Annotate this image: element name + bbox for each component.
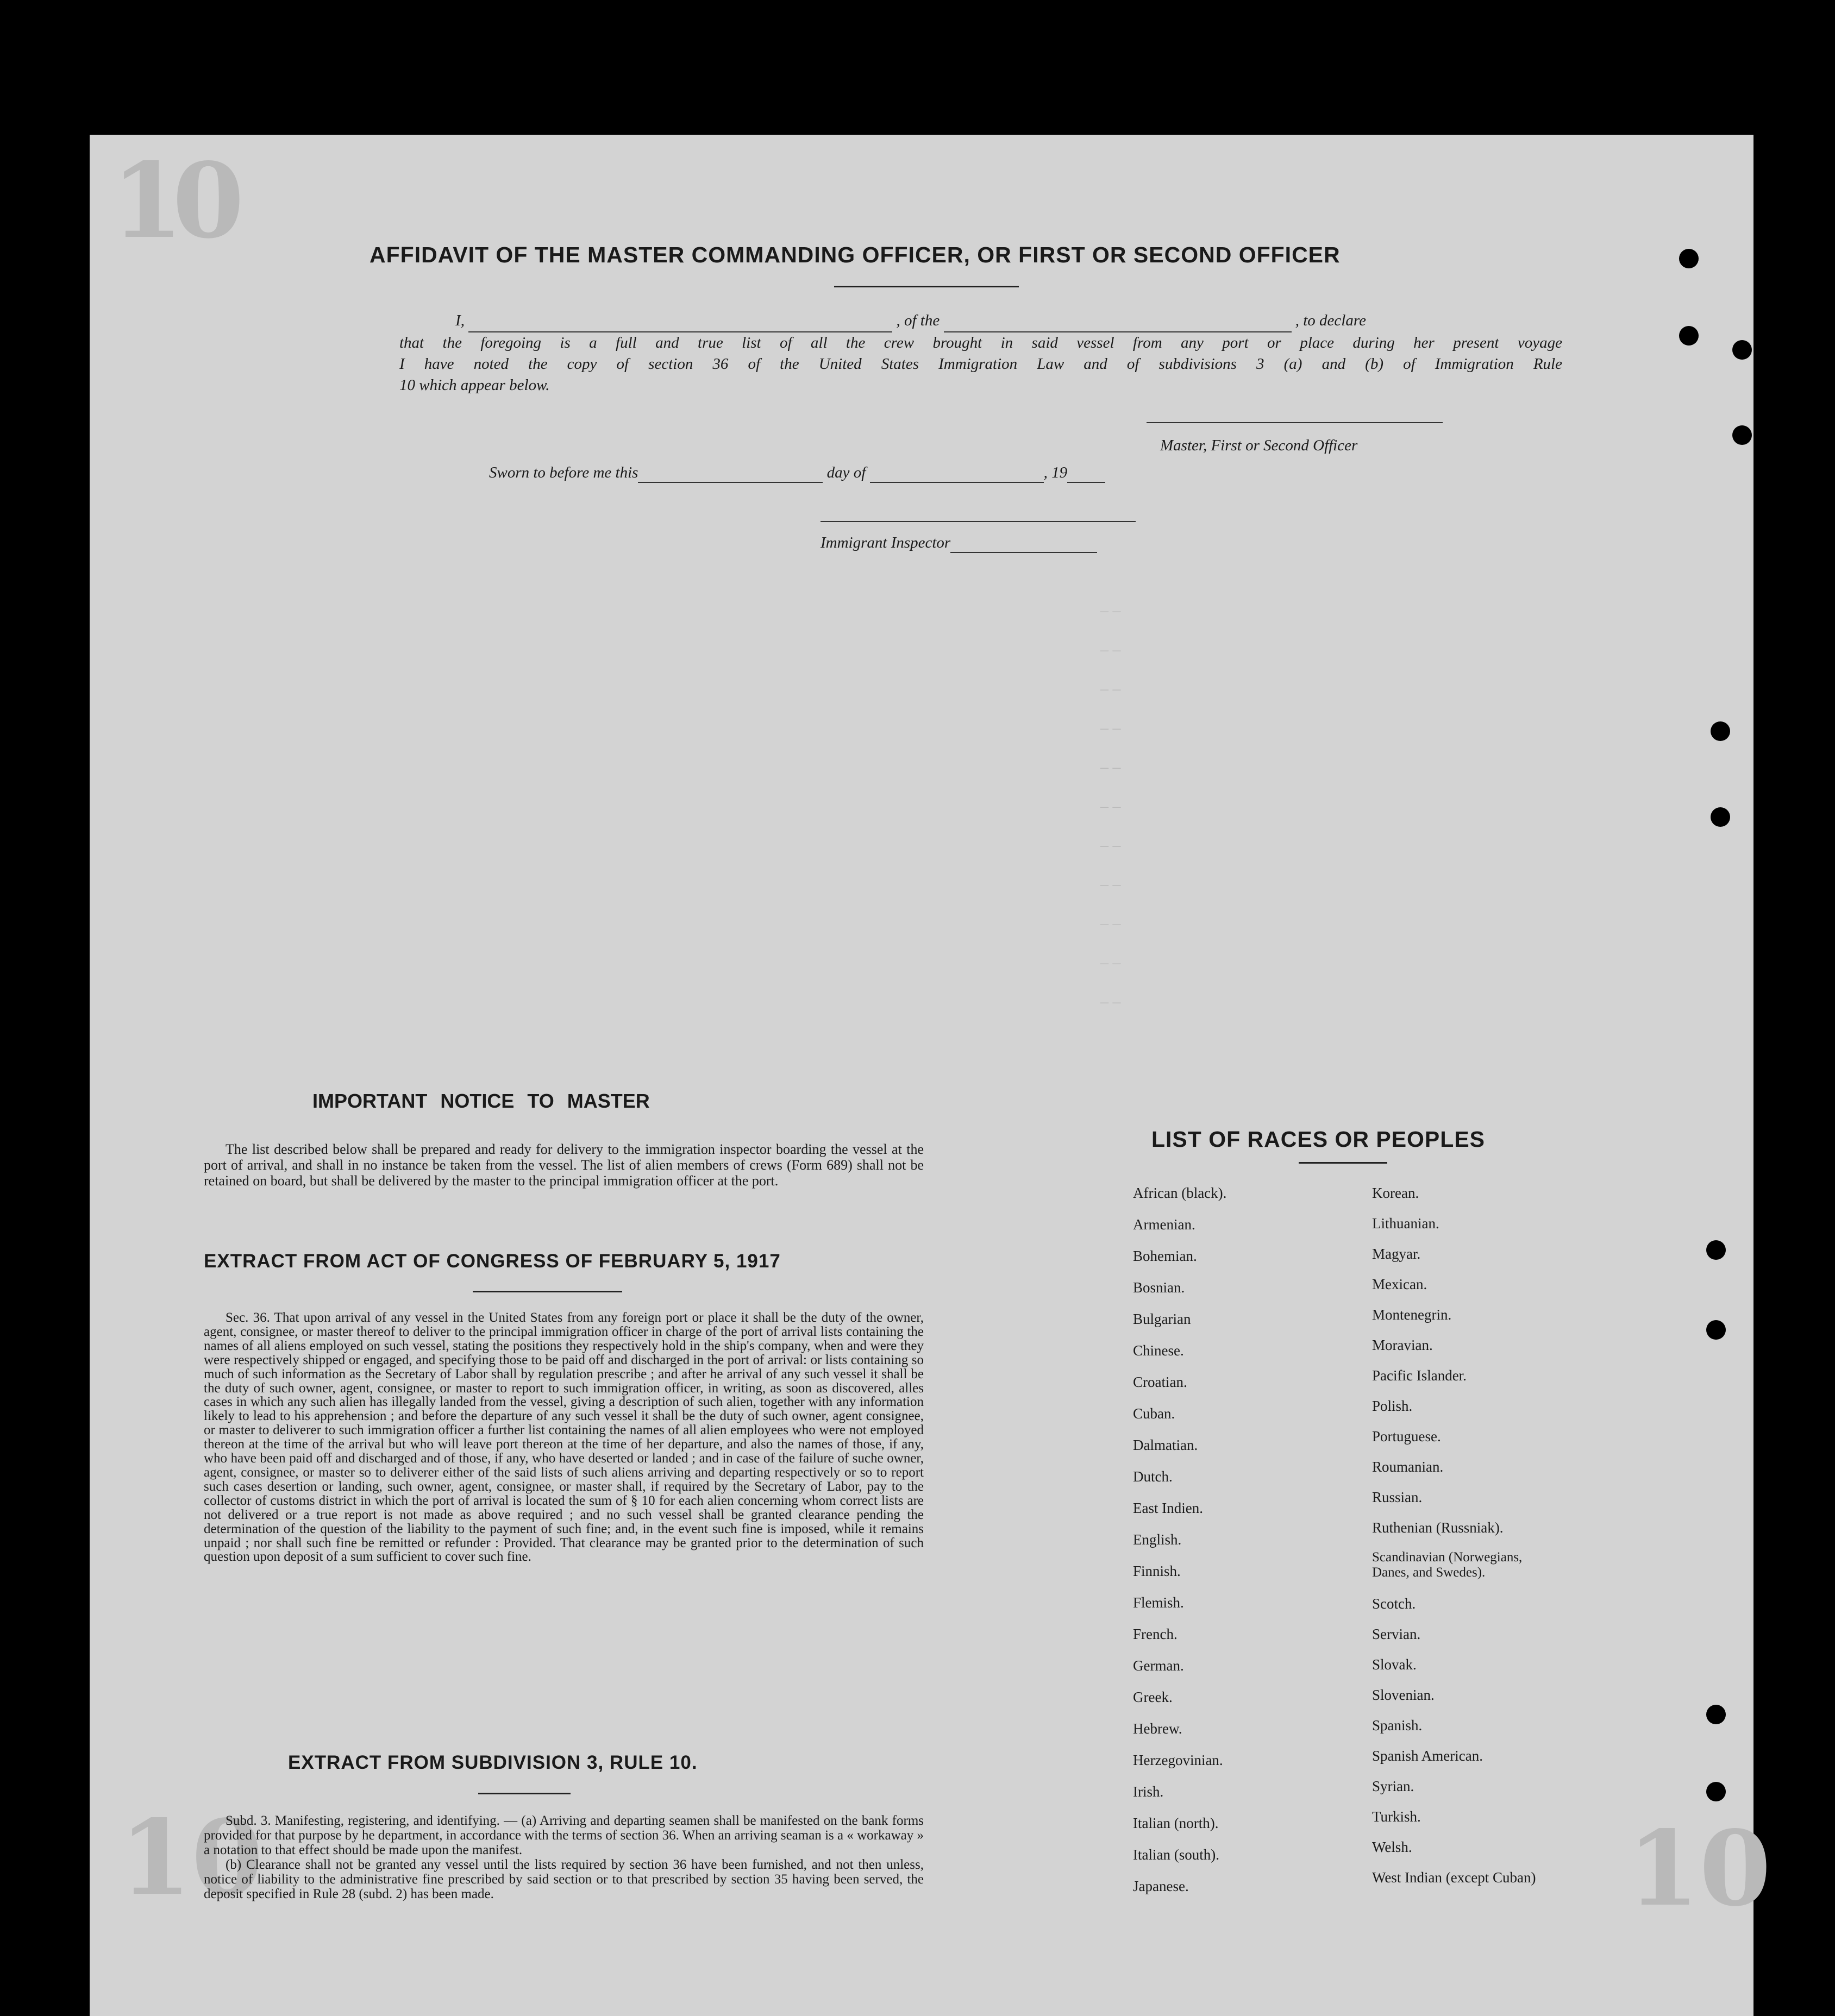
- rule-extract-title: EXTRACT FROM SUBDIVISION 3, RULE 10.: [288, 1752, 698, 1773]
- race-item: German.: [1133, 1657, 1184, 1674]
- binder-hole: [1732, 340, 1752, 360]
- inspector-name-field[interactable]: [950, 534, 1097, 553]
- race-item: Lithuanian.: [1372, 1215, 1439, 1232]
- race-item: Slovenian.: [1372, 1687, 1435, 1703]
- race-item: Finnish.: [1133, 1563, 1181, 1579]
- act-extract-rule: [473, 1291, 622, 1292]
- notice-title-word-3: TO: [527, 1090, 554, 1112]
- binder-hole: [1679, 326, 1699, 346]
- race-item: Slovak.: [1372, 1656, 1417, 1673]
- sworn-day-field[interactable]: [638, 464, 823, 483]
- vessel-name-field[interactable]: [944, 310, 1292, 332]
- sworn-year-field[interactable]: [1067, 464, 1105, 483]
- notice-body: The list described below shall be prepared and ready for delivery to the immigration inspector boarding the vessel at the port of arrival, and shall in no instance be taken from the vessel. The list of alien members of crews (Form 689) shall not be retained on board, but shall be delivered by the master to the principal immigration officer at the port.: [204, 1141, 924, 1189]
- races-title-rule: [1299, 1162, 1387, 1164]
- of-the-label: , of the: [896, 312, 940, 329]
- race-item: Armenian.: [1133, 1216, 1195, 1233]
- sworn-label: Sworn to before me this: [489, 464, 638, 481]
- act-extract-body: Sec. 36. That upon arrival of any vessel in the United States from any foreign port or place it shall be the duty of the owner, agent, consignee, or master thereof to deliver to the principal immigration officer in charge of the port of arrival lists containing the names of all aliens employed on such vessel, stating the positions they respectively hold in the ship's company, when and were they were respectively shipped or engaged, and specifying those to be paid off and discharged in the port of arrival: or lists containing so much of such information as the Secretary of Labor shall by regulation prescribe ; and after he arrival of any such vessel it shall be the duty of such owner, agent, consignee, or master to report to such immigration officer, in writing, as soon as discovered, alles cases in which any such alien has illegally landed from the vessel, giving a description of such alien, together with any information likely to lead to his apprehension ; and before the departure of any such vessel it shall be the duty of such owner, agent consignee, or master to deliverer to such immigration officer a further list containing the names of all alien employees who were not employed thereon at the time of the arrival but who will leave port thereon at the time of her departure, and also the names of those, if any, who have been paid off and discharged and of those, if any, who have deserted or landed ; and in case of the failure of suche owner, agent, consignee, or master so to deliverer either of the said lists of such aliens arriving and departing respectively or so to report such cases desertion or landing, such owner, agent, consignee, or master shall, if required by the Secretary of Labor, pay to the collector of customs district in which the port of arrival is located the sum of § 10 for each alien concerning whom correct lists are not delivered or a true report is not made as above required ; and no such vessel shall be granted clearance pending the determination of the question of the liability to the payment of such fine; and, in the event such fine is imposed, while it remains unpaid ; nor shall such fine be remitted or refunder : Provided. That clearance may be granted prior to the determination of such question upon deposit of a sum sufficient to cover such fine.: [204, 1310, 924, 1565]
- affidavit-declaration: [399, 310, 1562, 396]
- race-item: Magyar.: [1372, 1246, 1421, 1262]
- rule-extract-paragraph-b: (b) Clearance shall not be granted any vessel until the lists required by section 36 have been furnished, and not then unless, notice of liability to the administrative fine prescribed by said section or to that prescribed by section 35 having been served, the deposit specified in Rule 28 (subd. 2) has been made.: [204, 1857, 924, 1901]
- race-item: Bosnian.: [1133, 1279, 1185, 1296]
- inspector-label: Immigrant Inspector: [821, 534, 951, 551]
- race-item: Dutch.: [1133, 1468, 1173, 1485]
- act-extract-title: EXTRACT FROM ACT OF CONGRESS OF FEBRUARY 5, 1917: [204, 1251, 781, 1272]
- race-item: Korean.: [1372, 1185, 1419, 1201]
- race-item: Turkish.: [1372, 1808, 1421, 1825]
- notice-title-word-2: NOTICE: [440, 1090, 515, 1112]
- race-item: Bohemian.: [1133, 1248, 1197, 1264]
- page-number-bottom-right: 10: [1627, 1808, 1771, 1929]
- race-item: Montenegrin.: [1372, 1307, 1452, 1323]
- race-item: Mexican.: [1372, 1276, 1427, 1292]
- race-item: Flemish.: [1133, 1594, 1184, 1611]
- affidavit-line-4: 10 which appear below.: [399, 376, 550, 394]
- race-item: Irish.: [1133, 1783, 1164, 1800]
- race-item: Portuguese.: [1372, 1428, 1441, 1445]
- race-item: Greek.: [1133, 1689, 1173, 1705]
- race-item: Italian (south).: [1133, 1847, 1219, 1863]
- race-item: Welsh.: [1372, 1839, 1412, 1855]
- notice-title: [312, 1090, 650, 1113]
- rule-extract-rule: [478, 1793, 571, 1794]
- binder-hole: [1679, 249, 1699, 268]
- race-item: Syrian.: [1372, 1778, 1414, 1794]
- rule-extract-body: [204, 1813, 924, 1901]
- document-page: [90, 135, 1771, 2016]
- master-signature-line[interactable]: [1147, 422, 1443, 423]
- binder-hole: [1706, 1705, 1726, 1724]
- race-item: English.: [1133, 1531, 1182, 1548]
- race-item: Herzegovinian.: [1133, 1752, 1223, 1768]
- master-label: Master, First or Second Officer: [1160, 437, 1358, 454]
- race-item: Roumanian.: [1372, 1459, 1444, 1475]
- race-item: Ruthenian (Russniak).: [1372, 1519, 1504, 1536]
- affidavit-line-3: I have noted the copy of section 36 of the United States Immigration Law and of subdivisions 3 (a) and (b) of Immigration Rule: [399, 355, 1562, 373]
- race-item: Pacific Islander.: [1372, 1367, 1467, 1384]
- binder-hole: [1706, 1320, 1726, 1340]
- race-item: Scandinavian (Norwegians, Danes, and Swedes).: [1372, 1550, 1523, 1580]
- affidavit-line-2: that the foregoing is a full and true list of all the crew brought in said vessel from any port or place during her present voyage: [399, 334, 1562, 351]
- race-item: Italian (north).: [1133, 1815, 1219, 1831]
- race-item: Servian.: [1372, 1626, 1421, 1642]
- race-item: Croatian.: [1133, 1374, 1187, 1390]
- race-item: Spanish American.: [1372, 1748, 1483, 1764]
- sworn-line: [489, 464, 1105, 483]
- race-item: Scotch.: [1372, 1596, 1416, 1612]
- races-title: LIST OF RACES OR PEOPLES: [1151, 1127, 1486, 1152]
- affidavit-i-label: I,: [455, 312, 465, 329]
- race-item: Polish.: [1372, 1398, 1413, 1414]
- show-through-marks: – – – – – – – – – – – – – – – – – – – – – –: [1100, 601, 1121, 1010]
- race-item: Bulgarian: [1133, 1311, 1191, 1327]
- race-item: Russian.: [1372, 1489, 1423, 1505]
- binder-hole: [1711, 721, 1730, 741]
- officer-name-field[interactable]: [468, 310, 892, 332]
- race-item: African (black).: [1133, 1185, 1227, 1201]
- inspector-signature-line[interactable]: [821, 521, 1136, 522]
- race-item: Japanese.: [1133, 1878, 1189, 1894]
- rule-extract-paragraph-a: Subd. 3. Manifesting, registering, and identifying. — (a) Arriving and departing seamen shall be manifested on the bank forms provided for that purpose by he department, in accordance with the terms of section 36. When an arriving seaman is a « workaway » a notation to that effect should be made upon the manifest.: [204, 1813, 924, 1857]
- notice-title-word-4: MASTER: [567, 1090, 650, 1112]
- race-item: Dalmatian.: [1133, 1437, 1198, 1453]
- to-declare-label: , to declare: [1295, 312, 1366, 329]
- day-of-label: day of: [826, 464, 866, 481]
- affidavit-title: AFFIDAVIT OF THE MASTER COMMANDING OFFICER, OR FIRST OR SECOND OFFICER: [369, 242, 1341, 267]
- page-number-top: 10: [111, 140, 234, 261]
- binder-hole: [1732, 425, 1752, 445]
- sworn-month-field[interactable]: [870, 464, 1044, 483]
- notice-title-word-1: IMPORTANT: [312, 1090, 428, 1112]
- page-number-bottom-left: 10: [120, 1797, 264, 1918]
- race-item: East Indien.: [1133, 1500, 1203, 1516]
- race-item: Chinese.: [1133, 1342, 1184, 1359]
- race-item: French.: [1133, 1626, 1178, 1642]
- binder-hole: [1706, 1782, 1726, 1801]
- year-prefix-label: , 19: [1043, 464, 1068, 481]
- binder-hole: [1706, 1240, 1726, 1260]
- race-item: Cuban.: [1133, 1405, 1175, 1422]
- binder-hole: [1711, 807, 1730, 827]
- inspector-line: [821, 534, 1097, 553]
- race-item: Spanish.: [1372, 1717, 1423, 1734]
- affidavit-title-rule: [834, 286, 1019, 287]
- race-item: Hebrew.: [1133, 1720, 1182, 1737]
- race-item: West Indian (except Cuban): [1372, 1869, 1536, 1886]
- race-item: Moravian.: [1372, 1337, 1433, 1353]
